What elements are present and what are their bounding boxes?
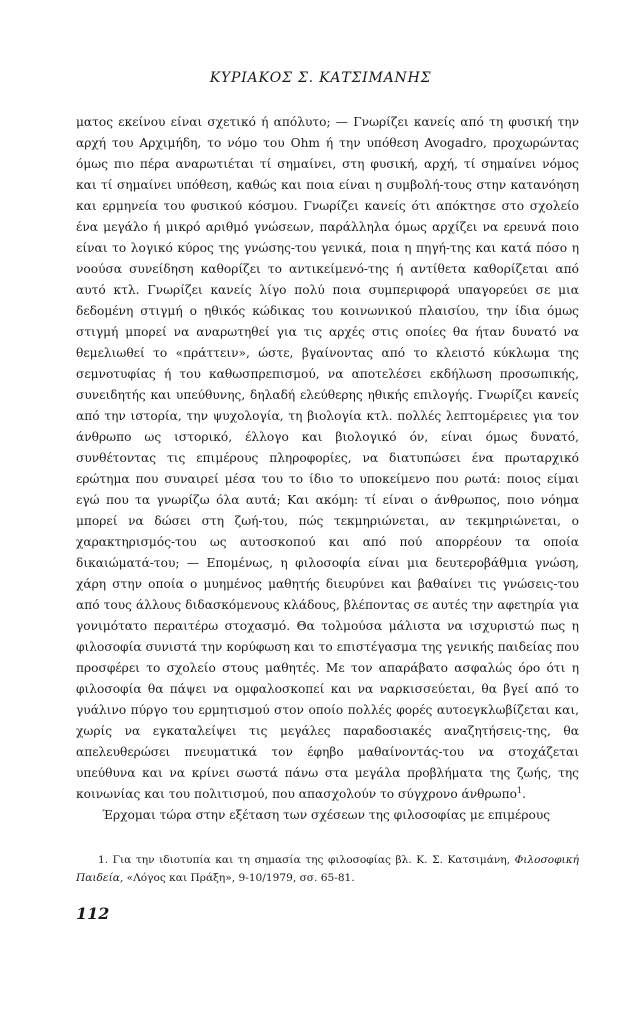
footnote-cited-title: Φιλοσοφική Παιδεία, [76,854,579,884]
paragraph: Έρχομαι τώρα στην εξέταση των σχέσεων της φιλοσοφίας με επιμέρους [102,808,551,822]
footnote-prefix: 1. Για την ιδιοτυπία και τη σημασία της φιλοσοφίας βλ. Κ. Σ. Κατσιμάνη, [98,854,515,866]
running-head: ΚΥΡΙΑΚΟΣ Σ. ΚΑΤΣΙΜΑΝΗΣ [209,70,432,86]
footnote [76,852,579,887]
paragraph [76,112,579,805]
page-number: 112 [76,904,110,923]
footnote-reference: 1 [516,785,523,795]
paragraph-text: ματος εκείνου είναι σχετικό ή απόλυτο; — Γνωρίζει κανείς από τη φυσική την αρχή του Αρχιμήδη, το νόμο του Ohm ή την υπόθεση Avogadro, προχωρώντας όμως πιο πέρα αναρωτιέται τί σημαίνει, στη φυσική, αρχή, τί σημαίνει νόμος και τί σημαίνει υπόθεση, καθώς και ποια είναι η συμβολή-τους στην κατανόηση και ερμηνεία του φυσικού κόσμου. Γνωρίζει κανείς ότι απόκτησε στο σχολείο ένα μεγάλο ή μικρό αριθμό γνώσεων, παράλληλα όμως αρχίζει να ερευνά ποιο είναι το λογικό κύρος της γνώσης-του γενικά, ποια η πηγή-της και κατά πόσο η νοούσα συνείδηση καθορίζει το αντικείμενό-της ή αντίθετα καθορίζεται από αυτό κτλ. Γνωρίζει κανείς λίγο πολύ ποια συμπεριφορά υπαγορεύει σε μια δεδομένη στιγμή ο ηθικός κώδικας του κοινωνικού πλαισίου, την ίδια όμως στιγμή μπορεί να αναρωτηθεί για τις αρχές στις οποίες θα ήταν δυνατό να θεμελιωθεί το «πράττειν», ώστε, βγαίνοντας από το κλειστό κύκλωμα της σεμνοτυφίας ή του καθωσπρεπισμού, να αποτελέσει εκδήλωση προσωπικής, συνειδητής και υπεύθυνης, δηλαδή ελεύθερης ηθικής επιλογής. Γνωρίζει κανείς από την ιστορία, την ψυχολογία, τη βιολογία κτλ. πολλές λεπτομέρειες για τον άνθρωπο ως ιστορικό, έλλογο και βιολογικό όν, είναι όμως δυνατό, συνθέτοντας τις επιμέρους πληροφορίες, να διατυπώσει ένα πρωταρχικό ερώτημα που συναιρεί μέσα του το ίδιο το υποκείμενο που ρωτά: ποιος είμαι εγώ που τα γνωρίζω όλα αυτά; Και ακόμη: τί είναι ο άνθρωπος, ποιο νόημα μπορεί να δώσει στη ζωή-του, πώς τεκμηριώνεται, αν τεκμηριώνεται, ο χαρακτηρισμός-του ως αυτοσκοπού και από πού απορρέουν τα οποία δικαιώματά-του; — Επομένως, η φιλοσοφία είναι μια δευτεροβάθμια γνώση, χάρη στην οποία ο μυημένος μαθητής διευρύνει και βαθαίνει τις γνώσεις-του από τους άλλους διδασκόμενους κλάδους, βλέποντας σε αυτές την αφετηρία για γονιμότατο περαιτέρω στοχασμό. Θα τολμούσα μάλιστα να ισχυριστώ πως η φιλοσοφία συνιστά την κορύφωση και το επιστέγασμα της γενικής παιδείας που προσφέρει το σχολείο στους μαθητές. Με τον απαράβατο ασφαλώς όρο ότι η φιλοσοφία θα πάψει να ομφαλοσκοπεί και να ναρκισσεύεται, θα βγεί από το γυάλινο πύργο του ερμητισμού στον οποίο πολλές φορές αυτοεγκλωβίζεται και, χωρίς να εγκαταλείψει τις μεγάλες παραδοσιακές αναζητήσεις-της, θα απελευθερώσει πνευματικά τον έφηβο μαθαίνοντάς-του να στοχάζεται υπεύθυνα και να κρίνει σωστά πάνω στα μεγάλα προβλήματα της ζωής, της κοινωνίας και του πολιτισμού, που απασχολούν το σύγχρονο άνθρωπο [76,115,579,801]
footnote-text [76,852,579,887]
footnote-suffix: «Λόγος και Πράξη», 9-10/1979, σσ. 65-81. [123,871,355,884]
paragraph-end-punctuation: . [522,787,526,801]
body-text [76,112,579,826]
